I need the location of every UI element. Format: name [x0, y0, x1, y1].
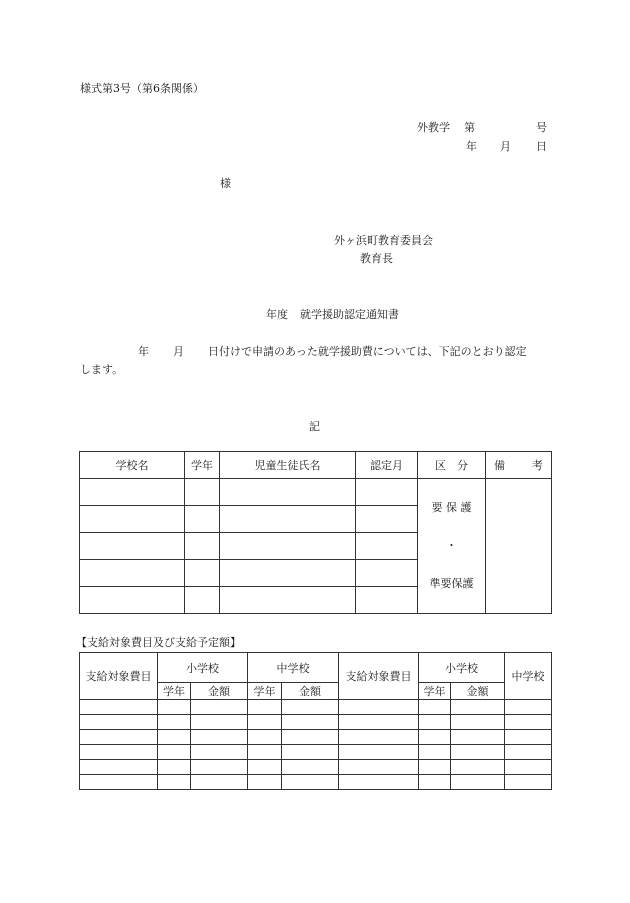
- cell-school: [80, 506, 185, 533]
- empty-cell: [191, 700, 248, 715]
- cell-grade: [185, 506, 220, 533]
- empty-cell: [505, 775, 552, 790]
- cell-grade: [185, 533, 220, 560]
- doc-title-nendo: 年度: [266, 308, 288, 321]
- category-quasi: 準要保護: [429, 577, 474, 590]
- cell-grade: [185, 587, 220, 614]
- empty-cell: [158, 730, 191, 745]
- cell-month: [356, 479, 418, 506]
- subheader-grade: 学年: [419, 683, 451, 700]
- header-month: 認定月: [356, 452, 418, 479]
- empty-cell: [419, 730, 451, 745]
- header-elementary-2: 小学校: [419, 653, 505, 683]
- header-grade: 学年: [185, 452, 220, 479]
- date-year: 年: [466, 140, 477, 153]
- sender-org: 外ヶ浜町教育委員会: [334, 234, 433, 247]
- body-year: 年: [138, 345, 149, 358]
- subheader-amount: 金額: [282, 683, 339, 700]
- cell-month: [356, 560, 418, 587]
- cell-name: [220, 533, 356, 560]
- cell-month: [356, 533, 418, 560]
- empty-cell: [80, 760, 158, 775]
- empty-cell: [505, 730, 552, 745]
- sender-title: 教育長: [360, 252, 393, 265]
- doc-number-prefix: 外教学: [417, 121, 450, 134]
- subheader-amount: 金額: [191, 683, 248, 700]
- empty-cell: [158, 700, 191, 715]
- subheader-grade: 学年: [248, 683, 282, 700]
- cell-month: [356, 587, 418, 614]
- empty-cell: [451, 760, 505, 775]
- empty-cell: [248, 715, 282, 730]
- empty-cell: [80, 700, 158, 715]
- subheader-grade: 学年: [158, 683, 191, 700]
- header-item: 支給対象費目: [80, 653, 158, 700]
- empty-cell: [158, 715, 191, 730]
- remarks-cell: [486, 479, 552, 614]
- subheader-amount: 金額: [451, 683, 505, 700]
- cell-school: [80, 560, 185, 587]
- empty-cell: [505, 700, 552, 715]
- empty-cell: [282, 745, 339, 760]
- empty-cell: [451, 730, 505, 745]
- empty-cell: [248, 700, 282, 715]
- body-line1: 日付けで申請のあった就学援助費については、下記のとおり認定: [208, 345, 527, 358]
- form-number: 様式第3号（第6条関係）: [80, 82, 204, 95]
- empty-cell: [451, 775, 505, 790]
- header-category: 区 分: [418, 452, 486, 479]
- empty-cell: [339, 775, 419, 790]
- cell-name: [220, 479, 356, 506]
- empty-cell: [451, 715, 505, 730]
- empty-cell: [419, 700, 451, 715]
- header-remarks: [486, 452, 552, 479]
- empty-cell: [451, 700, 505, 715]
- empty-cell: [339, 745, 419, 760]
- header-junior-2: 中学校: [505, 653, 552, 700]
- empty-cell: [191, 760, 248, 775]
- empty-cell: [419, 715, 451, 730]
- date-day: 日: [536, 140, 547, 153]
- empty-cell: [451, 745, 505, 760]
- header-item-2: 支給対象費目: [339, 653, 419, 700]
- empty-cell: [282, 775, 339, 790]
- empty-cell: [80, 745, 158, 760]
- empty-cell: [248, 745, 282, 760]
- category-dot: ・: [446, 539, 457, 552]
- empty-cell: [80, 730, 158, 745]
- empty-cell: [339, 715, 419, 730]
- header-elementary: 小学校: [158, 653, 248, 683]
- empty-cell: [339, 730, 419, 745]
- category-main: 要 保 護: [431, 501, 472, 514]
- doc-number-dai: 第: [464, 121, 475, 134]
- empty-cell: [248, 760, 282, 775]
- empty-cell: [158, 760, 191, 775]
- empty-cell: [191, 745, 248, 760]
- empty-cell: [80, 775, 158, 790]
- header-junior: 中学校: [248, 653, 339, 683]
- empty-cell: [505, 760, 552, 775]
- empty-cell: [248, 775, 282, 790]
- ki-label: 記: [309, 420, 320, 433]
- empty-cell: [158, 745, 191, 760]
- empty-cell: [419, 760, 451, 775]
- cell-name: [220, 560, 356, 587]
- empty-cell: [282, 700, 339, 715]
- empty-cell: [339, 760, 419, 775]
- empty-cell: [419, 775, 451, 790]
- cell-school: [80, 587, 185, 614]
- empty-cell: [248, 730, 282, 745]
- body-month: 月: [173, 345, 184, 358]
- category-cell: [418, 479, 486, 614]
- empty-cell: [282, 715, 339, 730]
- doc-title: 就学援助認定通知書: [300, 308, 399, 321]
- empty-cell: [505, 715, 552, 730]
- remarks-char-a: 備: [494, 459, 505, 472]
- date-month: 月: [500, 140, 511, 153]
- header-school: 学校名: [80, 452, 185, 479]
- empty-cell: [282, 730, 339, 745]
- empty-cell: [191, 715, 248, 730]
- cell-month: [356, 506, 418, 533]
- empty-cell: [191, 775, 248, 790]
- cell-name: [220, 506, 356, 533]
- recipients-table: [79, 451, 552, 614]
- payment-table: [79, 652, 552, 790]
- empty-cell: [419, 745, 451, 760]
- remarks-char-b: 考: [532, 459, 543, 472]
- body-line2: します。: [80, 363, 124, 376]
- payment-table-title: 【支給対象費目及び支給予定額】: [76, 636, 241, 649]
- empty-cell: [191, 730, 248, 745]
- cell-name: [220, 587, 356, 614]
- doc-number-go: 号: [536, 121, 547, 134]
- empty-cell: [158, 775, 191, 790]
- cell-school: [80, 533, 185, 560]
- cell-school: [80, 479, 185, 506]
- header-name: 児童生徒氏名: [220, 452, 356, 479]
- empty-cell: [80, 715, 158, 730]
- addressee-suffix: 様: [220, 177, 231, 190]
- empty-cell: [505, 745, 552, 760]
- empty-cell: [282, 760, 339, 775]
- empty-cell: [339, 700, 419, 715]
- cell-grade: [185, 560, 220, 587]
- cell-grade: [185, 479, 220, 506]
